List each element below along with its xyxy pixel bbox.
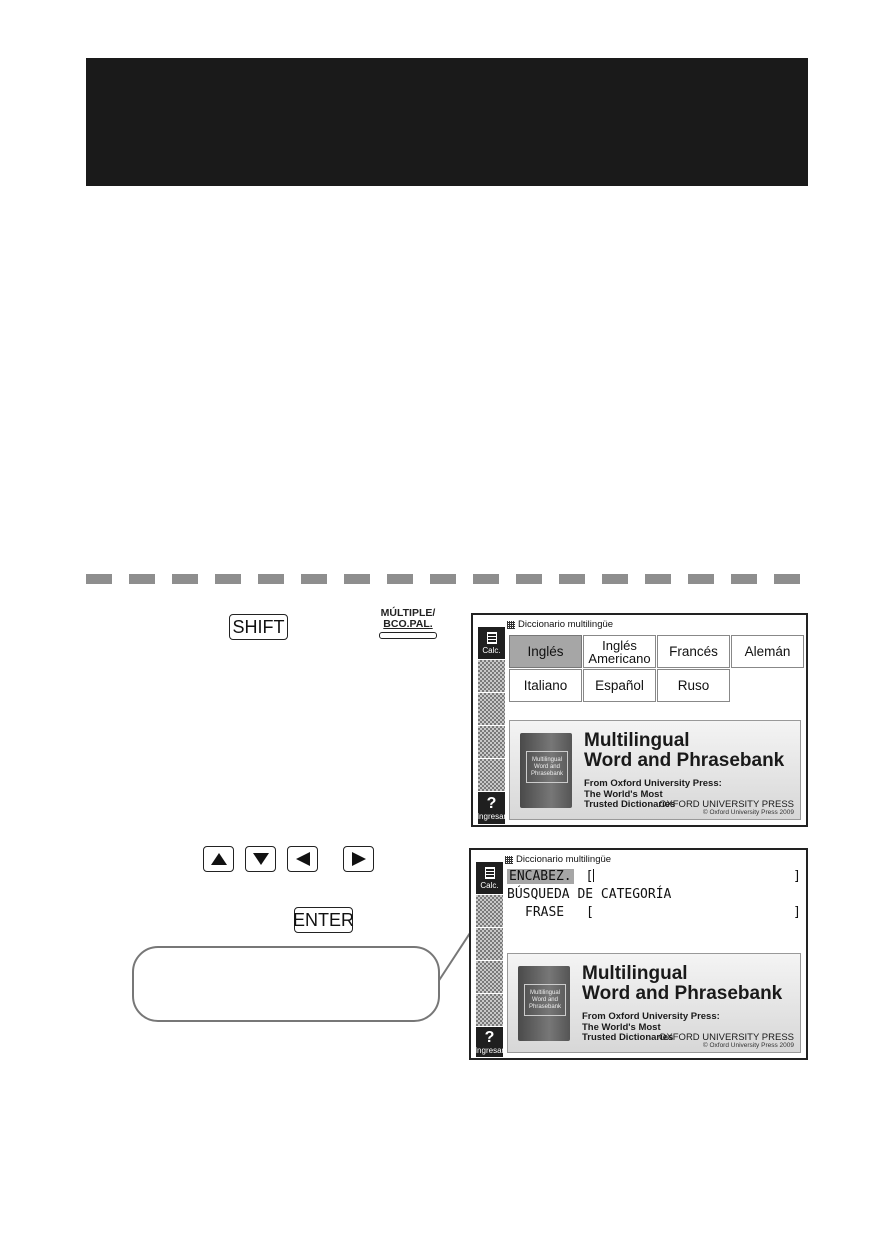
screen2-title [505, 854, 611, 865]
calculator-icon [485, 867, 495, 879]
banner-title-line2: Word and Phrasebank [584, 750, 785, 771]
banner-sub-line2: The World's Most [582, 1021, 661, 1033]
phrase-label: FRASE [525, 905, 565, 920]
banner-sub-line3: Trusted Dictionaries [582, 1032, 674, 1043]
shift-key: SHIFT [229, 614, 288, 640]
phrase-bracket-close: ] [793, 905, 801, 920]
banner-publisher: OXFORD UNIVERSITY PRESS [659, 799, 794, 810]
language-option-label: Inglés Americano [588, 637, 651, 666]
banner-sub-line1: From Oxford University Press: [582, 1011, 720, 1022]
phrase-row[interactable] [507, 905, 805, 920]
help-label: Ingresar [476, 811, 507, 821]
banner-sub-line1: From Oxford University Press: [584, 778, 722, 789]
headword-label: ENCABEZ. [509, 869, 572, 884]
banner-title-line1: Multilingual [584, 730, 690, 751]
language-option-ruso[interactable]: Ruso [657, 669, 730, 702]
text-cursor [593, 869, 594, 882]
banner-publisher: OXFORD UNIVERSITY PRESS [659, 1032, 794, 1043]
book-cover-image [518, 966, 570, 1041]
language-option-frances[interactable]: Francés [657, 635, 730, 668]
sidebar-blank-cell [476, 895, 503, 927]
question-icon: ? [484, 1028, 495, 1046]
sidebar-blank-cell [476, 994, 503, 1026]
banner-sub-line3: Trusted Dictionaries [584, 799, 676, 810]
banner-copyright: © Oxford University Press 2009 [702, 1042, 794, 1049]
calc-button[interactable] [476, 862, 503, 894]
banner-title [582, 964, 782, 1004]
headword-row[interactable] [507, 869, 805, 884]
sidebar-blank-cell [476, 961, 503, 993]
banner-sub-line2: The World's Most [584, 788, 663, 800]
sidebar-blank-cell [476, 928, 503, 960]
enter-key: ENTER [294, 907, 353, 933]
calc-label: Calc. [482, 645, 501, 655]
banner-title-line2: Word and Phrasebank [582, 983, 783, 1004]
book-cover-label: Multilingual Word and Phrasebank [526, 751, 568, 783]
phrase-bracket-open: [ [585, 905, 594, 920]
screen1-title-text: Diccionario multilingüe [518, 619, 614, 630]
screen2-sidebar [476, 862, 503, 1053]
language-option-aleman[interactable]: Alemán [731, 635, 804, 668]
help-label: Ingresar [474, 1045, 505, 1055]
calc-label: Calc. [480, 880, 499, 890]
callout-box [132, 946, 440, 1022]
question-icon: ? [486, 794, 497, 812]
banner-title-line1: Multilingual [582, 963, 688, 984]
language-option-ingles[interactable]: Inglés [509, 635, 582, 668]
language-option-espanol[interactable]: Español [583, 669, 656, 702]
category-search-row[interactable]: BÚSQUEDA DE CATEGORÍA [507, 887, 672, 902]
headword-bracket-close: ] [793, 869, 801, 884]
multiple-key-bottom-label: BCO.PAL. [383, 618, 433, 630]
language-option-italiano[interactable]: Italiano [509, 669, 582, 702]
grid-icon [505, 856, 513, 864]
multiple-key-top-label: MÚLTIPLE/ [380, 607, 436, 619]
oxford-banner [507, 953, 801, 1053]
banner-copyright: © Oxford University Press 2009 [702, 809, 794, 816]
headword-bracket-open: [ [585, 869, 594, 884]
book-cover-label: Multilingual Word and Phrasebank [524, 984, 566, 1016]
screen-search-entry [469, 848, 808, 1060]
screen2-title-text: Diccionario multilingüe [516, 854, 612, 865]
help-button[interactable] [476, 1027, 503, 1057]
